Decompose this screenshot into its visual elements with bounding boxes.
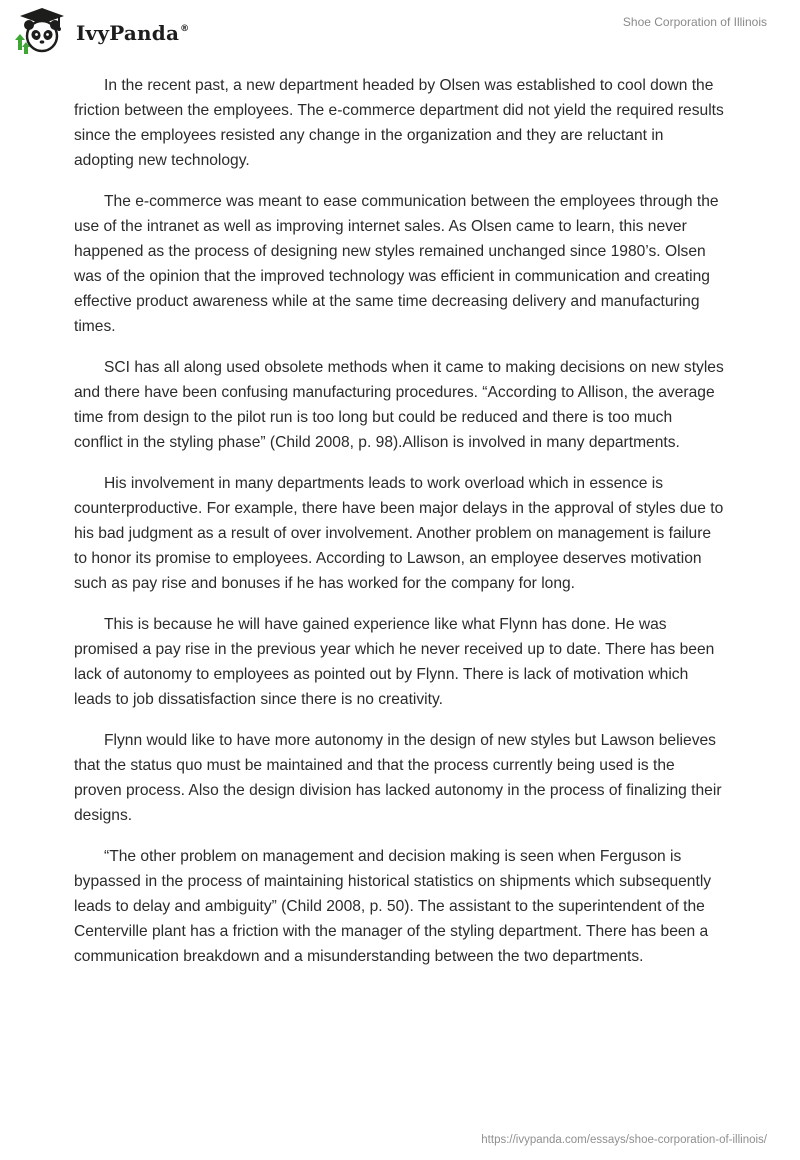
paragraph: His involvement in many departments leads to work overload which in essence is counterproductive. For example, there have been major delays in the approval of styles due to his bad judgment as a result of over involvement. Another problem on management is failure to honor its promise to employees. According to Lawson, an employee deserves motivation such as pay rise and bonuses if he has worked for the company for long. xyxy=(74,475,724,592)
panda-graduate-icon xyxy=(14,6,70,56)
paragraph: “The other problem on management and decision making is seen when Ferguson is bypassed in the process of maintaining historical statistics on shipments which subsequently leads to delay and ambiguity” (Child 2008, p. 50). The assistant to the superintendent of the Centerville plant has a friction with the manager of the styling department. There has been a communication breakdown and a misunderstanding between the two departments. xyxy=(74,848,712,965)
brand-name: IvyPanda® xyxy=(76,21,190,45)
paragraph: In the recent past, a new department headed by Olsen was established to cool down the friction between the employees. The e-commerce department did not yield the required results since the employees resisted any change in the organization and they are reluctant in adopting new technology. xyxy=(74,77,724,169)
paragraph: This is because he will have gained experience like what Flynn has done. He was promised a pay rise in the previous year which he never received up to date. There has been lack of autonomy to employees as pointed out by Flynn. There is lack of motivation which leads to job dissatisfaction since there is no creativity. xyxy=(74,616,715,708)
paragraph: SCI has all along used obsolete methods when it came to making decisions on new styles and there have been confusing manufacturing procedures. “According to Allison, the average time from design to the pilot run is too long but could be reduced and there is too much conflict in the styling phase” (Child 2008, p. 98).Allison is involved in many departments. xyxy=(74,359,724,451)
paragraph: The e-commerce was meant to ease communication between the employees through the use of the intranet as well as improving internet sales. As Olsen came to learn, this never happened as the process of designing new styles remained unchanged since 1980’s. Olsen was of the opinion that the improved technology was efficient in communication and creating effective product awareness while at the same time decreasing delivery and manufacturing times. xyxy=(74,193,719,335)
document-title: Shoe Corporation of Illinois xyxy=(622,15,767,29)
page-header xyxy=(0,0,800,60)
source-url[interactable]: https://ivypanda.com/essays/shoe-corporation-of-illinois/ xyxy=(481,1134,767,1146)
essay-body xyxy=(74,73,724,985)
paragraph: Flynn would like to have more autonomy in the design of new styles but Lawson believes that the status quo must be maintained and that the process currently being used is the proven process. Also the design division has lacked autonomy in the process of finalizing their designs. xyxy=(74,732,722,824)
registered-mark: ® xyxy=(180,24,190,34)
brand-logo[interactable] xyxy=(14,6,189,56)
